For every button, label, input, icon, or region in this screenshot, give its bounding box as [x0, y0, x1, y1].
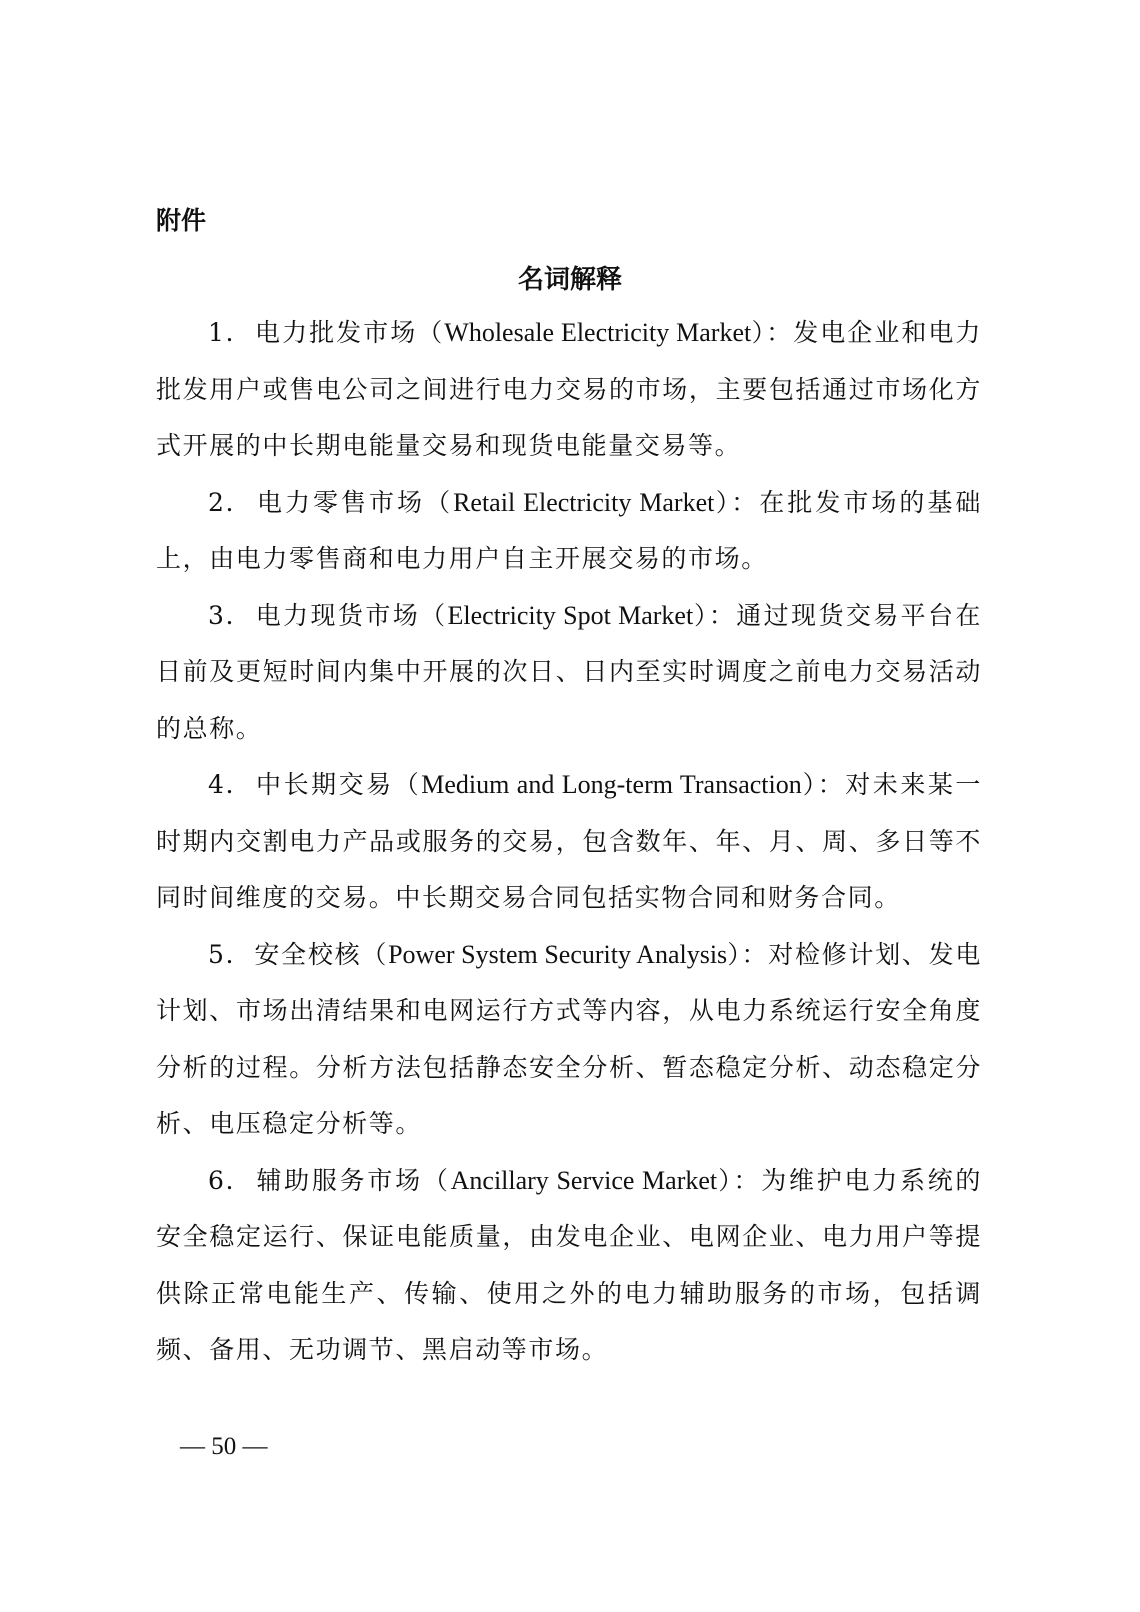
page-number: — 50 —: [180, 1433, 268, 1460]
glossary-entry: 1. 电力批发市场（Wholesale Electricity Market）：发电企业和电力批发用户或售电公司之间进行电力交易的市场，主要包括通过市场化方式开展的中长期电能量交易和现货电能量交易等。: [156, 318, 983, 460]
entry-term: 中长期交易: [256, 770, 394, 799]
entry-number: 3.: [208, 600, 236, 630]
glossary-entry: 3. 电力现货市场（Electricity Spot Market）：通过现货交易平台在日前及更短时间内集中开展的次日、日内至实时调度之前电力交易活动的总称。: [156, 600, 983, 743]
entry-english: Medium and Long-term Transaction: [421, 770, 802, 799]
glossary-entry: 2. 电力零售市场（Retail Electricity Market）：在批发市场的基础上，由电力零售商和电力用户自主开展交易的市场。: [156, 487, 982, 573]
entry-definition: 对检修计划、发电计划、市场出清结果和电网运行方式等内容，从电力系统运行安全角度分析的过程。分析方法包括静态安全分析、暂态稳定分析、动态稳定分析、电压稳定分析等。: [156, 939, 982, 1138]
glossary-entry: 4. 中长期交易（Medium and Long-term Transaction）：对未来某一时期内交割电力产品或服务的交易，包含数年、年、月、周、多日等不同时间维度的交易。中长期交易合同包括实物合同和财务合同。: [156, 770, 982, 912]
glossary-entry: 6. 辅助服务市场（Ancillary Service Market）：为维护电力系统的安全稳定运行、保证电能质量，由发电企业、电网企业、电力用户等提供除正常电能生产、传输、使用之外的电力辅助服务的市场，包括调频、备用、无功调节、黑启动等市场。: [156, 1165, 983, 1364]
entry-english: Retail Electricity Market: [453, 487, 715, 517]
entry-number: 6.: [208, 1165, 236, 1195]
glossary-entry: 5. 安全校核（Power System Security Analysis）：对检修计划、发电计划、市场出清结果和电网运行方式等内容，从电力系统运行安全角度分析的过程。分析方法包括静态安全分析、暂态稳定分析、动态稳定分析、电压稳定分析等。: [156, 939, 982, 1138]
entry-definition: 对未来某一时期内交割电力产品或服务的交易，包含数年、年、月、周、多日等不同时间维度的交易。中长期交易合同包括实物合同和财务合同。: [156, 770, 982, 912]
entry-number: 2.: [208, 487, 236, 517]
attachment-label: 附件: [156, 206, 207, 235]
entry-definition: 发电企业和电力批发用户或售电公司之间进行电力交易的市场，主要包括通过市场化方式开展的中长期电能量交易和现货电能量交易等。: [156, 318, 983, 460]
entry-definition: 为维护电力系统的安全稳定运行、保证电能质量，由发电企业、电网企业、电力用户等提供除正常电能生产、传输、使用之外的电力辅助服务的市场，包括调频、备用、无功调节、黑启动等市场。: [156, 1165, 983, 1364]
entry-term: 安全校核: [254, 939, 362, 969]
document-title: 名词解释: [517, 265, 622, 295]
entry-term: 电力零售市场: [256, 487, 426, 517]
entry-english: Wholesale Electricity Market: [444, 318, 752, 347]
entry-number: 5.: [208, 939, 236, 969]
entry-term: 电力批发市场: [255, 318, 418, 347]
entry-english: Ancillary Service Market: [450, 1165, 718, 1195]
entry-term: 电力现货市场: [255, 600, 421, 630]
entry-english: Power System Security Analysis: [388, 939, 728, 969]
entry-definition: 在批发市场的基础上，由电力零售商和电力用户自主开展交易的市场。: [156, 487, 982, 573]
entry-definition: 通过现货交易平台在日前及更短时间内集中开展的次日、日内至实时调度之前电力交易活动的总称。: [156, 600, 983, 743]
glossary-body: [156, 305, 982, 1379]
entry-term: 辅助服务市场: [256, 1165, 423, 1195]
entry-number: 4.: [208, 770, 236, 799]
entry-number: 1.: [208, 318, 236, 347]
entry-english: Electricity Spot Market: [447, 600, 694, 630]
